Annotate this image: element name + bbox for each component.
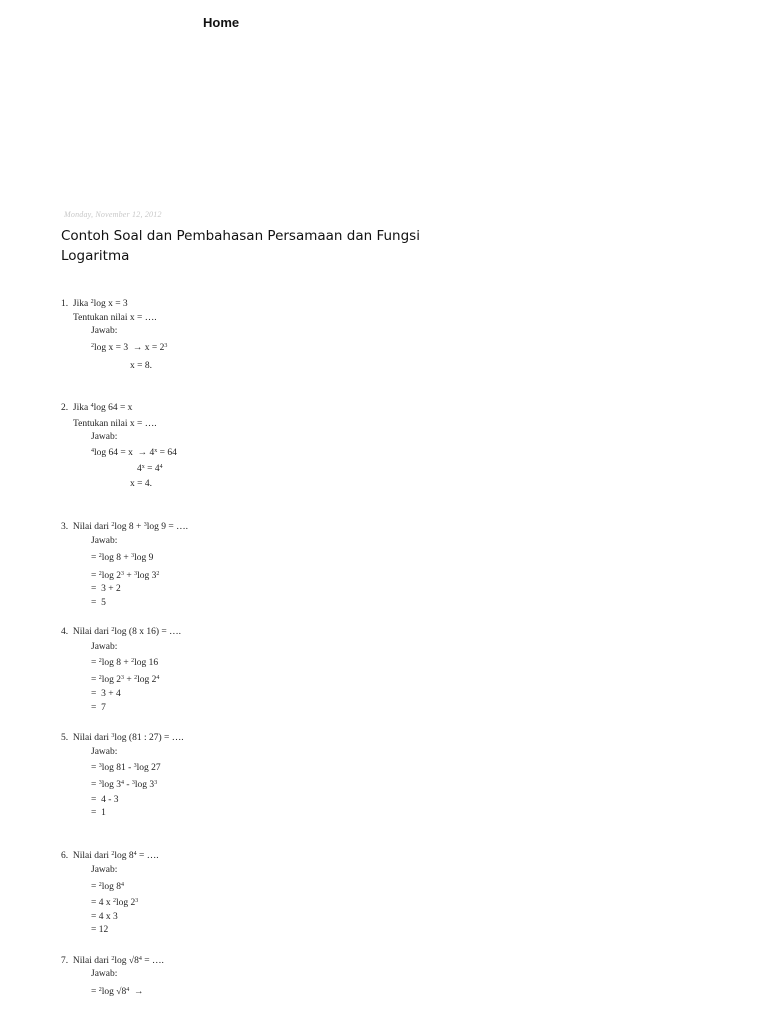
math-line: x = 4. xyxy=(130,479,152,489)
math-line: 6. Nilai dari $^2$log $8^4$ = …. xyxy=(61,850,159,861)
math-line: $^2$log $x = 3 \to x = 2^3$ xyxy=(91,342,168,353)
math-line: = $^3$log $3^4 - ^3\log$ $3^3$ xyxy=(91,779,158,790)
math-line: Jawab: xyxy=(91,865,118,875)
math-line: $4^x = 4^4$ xyxy=(137,463,163,474)
math-line: = $^2$log $2^3 + ^3\log$ $3^2$ xyxy=(91,570,160,581)
math-line: 2. Jika $^4$log 64 = x xyxy=(61,402,133,413)
math-line: = $^2$log 8 + $^3$log 9 xyxy=(91,552,154,563)
math-line: Jawab: xyxy=(91,326,118,336)
math-line: = 7 xyxy=(91,703,106,713)
math-line: 1. Jika $^2$log x = 3 xyxy=(61,298,128,309)
math-line: = $^2$log $8^4$ xyxy=(91,881,124,892)
math-line: = $^2$log 8 + $^2$log 16 xyxy=(91,657,159,668)
math-line: = 1 xyxy=(91,808,106,818)
math-line: = $^3$log 81 - $^3$log 27 xyxy=(91,762,161,773)
math-line: = 12 xyxy=(91,925,109,935)
math-line: = $^2$log $2^3 + ^2\log$ $2^4$ xyxy=(91,674,160,685)
math-line: Jawab: xyxy=(91,969,118,979)
math-line: $^4$log $64 = x \to 4^x = 64$ xyxy=(91,447,177,458)
post-title[interactable]: Contoh Soal dan Pembahasan Persamaan dan Fungsi Logaritma xyxy=(61,228,420,264)
math-line: Tentukan nilai x = …. xyxy=(73,419,157,429)
math-line: Jawab: xyxy=(91,747,118,757)
nav-home-link[interactable]: Home xyxy=(203,15,240,30)
post-date: Monday, November 12, 2012 xyxy=(64,210,162,219)
math-line: Jawab: xyxy=(91,536,118,546)
math-line: Jawab: xyxy=(91,432,118,442)
math-line: x = 8. xyxy=(130,361,152,371)
math-line: = 3 + 2 xyxy=(91,584,121,594)
math-line: = 4 x 3 xyxy=(91,912,118,922)
math-line: 4. Nilai dari $^2$log (8 x 16) = …. xyxy=(61,626,181,637)
math-line: 7. Nilai dari $^2$log $√8^4$ = …. xyxy=(61,955,164,966)
math-line: = $^2$log $√8^4$ → xyxy=(91,986,144,997)
math-line: 3. Nilai dari $^2$log 8 + $^3$log 9 = …. xyxy=(61,521,189,532)
math-line: = 3 + 4 xyxy=(91,689,121,699)
math-line: = 4 - 3 xyxy=(91,795,119,805)
math-line: Jawab: xyxy=(91,642,118,652)
math-line: 5. Nilai dari $^3$log (81 : 27) = …. xyxy=(61,732,184,743)
math-line: Tentukan nilai x = …. xyxy=(73,313,157,323)
math-line: = 4 x $^2$log $2^3$ xyxy=(91,897,139,908)
math-line: = 5 xyxy=(91,598,106,608)
